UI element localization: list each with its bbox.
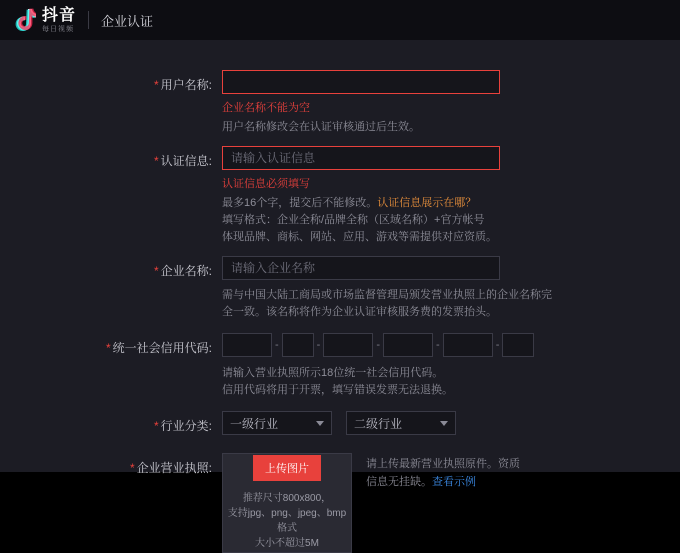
- brand-name: 抖音: [42, 6, 77, 24]
- credit-code-segment-4[interactable]: [383, 333, 433, 357]
- upload-format-hint: 支持jpg、png、jpeg、bmp格式: [227, 508, 347, 534]
- required-asterisk: *: [153, 419, 159, 433]
- upload-size-hint: 推荐尺寸800x800，: [242, 493, 332, 504]
- industry-level2-value: 二级行业: [354, 416, 403, 431]
- auth-info-hint-link[interactable]: 认证信息展示在哪？: [377, 197, 477, 209]
- license-upload-area: [222, 453, 680, 553]
- license-label-col: [0, 453, 222, 553]
- required-asterisk: *: [153, 154, 159, 168]
- required-asterisk: *: [105, 341, 111, 355]
- industry-level2-select[interactable]: [346, 411, 456, 435]
- credit-code-field-col: [222, 333, 680, 399]
- header-divider: [88, 11, 89, 29]
- auth-info-input[interactable]: [222, 146, 500, 170]
- license-note: [366, 453, 526, 553]
- auth-info-hint-line1: 最多16个字，提交后不能修改。: [222, 197, 378, 209]
- credit-code-segment-6[interactable]: [502, 333, 534, 357]
- username-label-col: [0, 70, 222, 136]
- field-row-industry: [0, 411, 680, 435]
- industry-label-col: [0, 411, 222, 435]
- username-field-col: [222, 70, 680, 136]
- auth-info-error: 认证信息必须填写: [222, 178, 310, 190]
- username-input[interactable]: [222, 70, 500, 94]
- brand-slogan: 每日视频: [42, 25, 74, 33]
- license-upload-box[interactable]: [222, 453, 352, 553]
- app-header: [0, 0, 680, 40]
- credit-code-dash: -: [436, 339, 440, 351]
- credit-code-segment-1[interactable]: [222, 333, 272, 357]
- credit-code-dash: -: [376, 339, 381, 351]
- license-note-line1: 请上传最新营业执照原件。资质信息无挂: [366, 458, 520, 488]
- upload-requirements: [223, 491, 351, 551]
- company-name-field-col: [222, 256, 680, 321]
- industry-label: 行业分类:: [160, 419, 212, 433]
- field-row-license: [0, 453, 680, 553]
- required-asterisk: *: [129, 461, 135, 475]
- field-row-username: [0, 70, 680, 136]
- required-asterisk: *: [153, 264, 159, 278]
- credit-code-segment-5[interactable]: [443, 333, 493, 357]
- industry-level1-value: 一级行业: [230, 416, 279, 431]
- license-example-link[interactable]: 查看示例: [432, 476, 476, 488]
- auth-info-label: 认证信息:: [160, 154, 212, 168]
- credit-code-segments: [222, 333, 680, 357]
- form-content: [0, 40, 680, 553]
- license-field-col: [222, 453, 680, 553]
- credit-code-segment-2[interactable]: [282, 333, 314, 357]
- company-name-label-col: [0, 256, 222, 321]
- credit-code-hint: [222, 365, 552, 399]
- credit-code-label: 统一社会信用代码:: [112, 341, 212, 355]
- username-error: 企业名称不能为空: [222, 102, 310, 114]
- credit-code-dash: -: [275, 339, 279, 351]
- license-note-line2: 缺。: [410, 476, 432, 488]
- auth-info-field-col: [222, 146, 680, 246]
- required-asterisk: *: [153, 78, 159, 92]
- company-name-input[interactable]: [222, 256, 500, 280]
- credit-code-dash: -: [316, 339, 321, 351]
- field-row-company-name: [0, 256, 680, 321]
- license-label: 企业营业执照:: [136, 461, 212, 475]
- credit-code-segment-3[interactable]: [323, 333, 373, 357]
- auth-info-hint-line3: 体现品牌、商标、网站、应用、游戏等需提供对应资质。: [222, 231, 497, 243]
- upload-limit-hint: 大小不超过5M: [255, 538, 319, 549]
- credit-code-label-col: [0, 333, 222, 399]
- page-title: 企业认证: [101, 13, 154, 29]
- field-row-auth-info: [0, 146, 680, 246]
- brand-text: [42, 8, 76, 33]
- industry-level1-select[interactable]: [222, 411, 332, 435]
- credit-code-dash: -: [495, 339, 500, 351]
- company-name-label: 企业名称:: [160, 264, 212, 278]
- username-hint: 用户名称修改会在认证审核通过后生效。: [222, 121, 420, 133]
- credit-code-hint-line1: 请输入营业执照所示18位统一社会信用代码。: [222, 367, 444, 379]
- industry-field-col: [222, 411, 680, 435]
- chevron-down-icon: [440, 421, 448, 426]
- company-name-hint: 需与中国大陆工商局或市场监督管理局颁发营业执照上的企业名称完全一致。该名称将作为企业认证审核服务费的发票抬头。: [222, 289, 552, 318]
- industry-selects: [222, 411, 680, 435]
- douyin-note-icon: [14, 8, 36, 32]
- auth-info-hint-line2: 填写格式：企业全称/品牌全称（区域名称）+官方帐号: [222, 214, 485, 226]
- auth-info-label-col: [0, 146, 222, 246]
- username-label: 用户名称:: [160, 78, 212, 92]
- chevron-down-icon: [316, 421, 324, 426]
- credit-code-hint-line2: 信用代码将用于开票，填写错误发票无法退换。: [222, 384, 453, 396]
- auth-info-hint: [222, 195, 552, 246]
- brand-logo[interactable]: [14, 8, 76, 33]
- field-row-credit-code: [0, 333, 680, 399]
- upload-image-button[interactable]: 上传图片: [253, 455, 321, 481]
